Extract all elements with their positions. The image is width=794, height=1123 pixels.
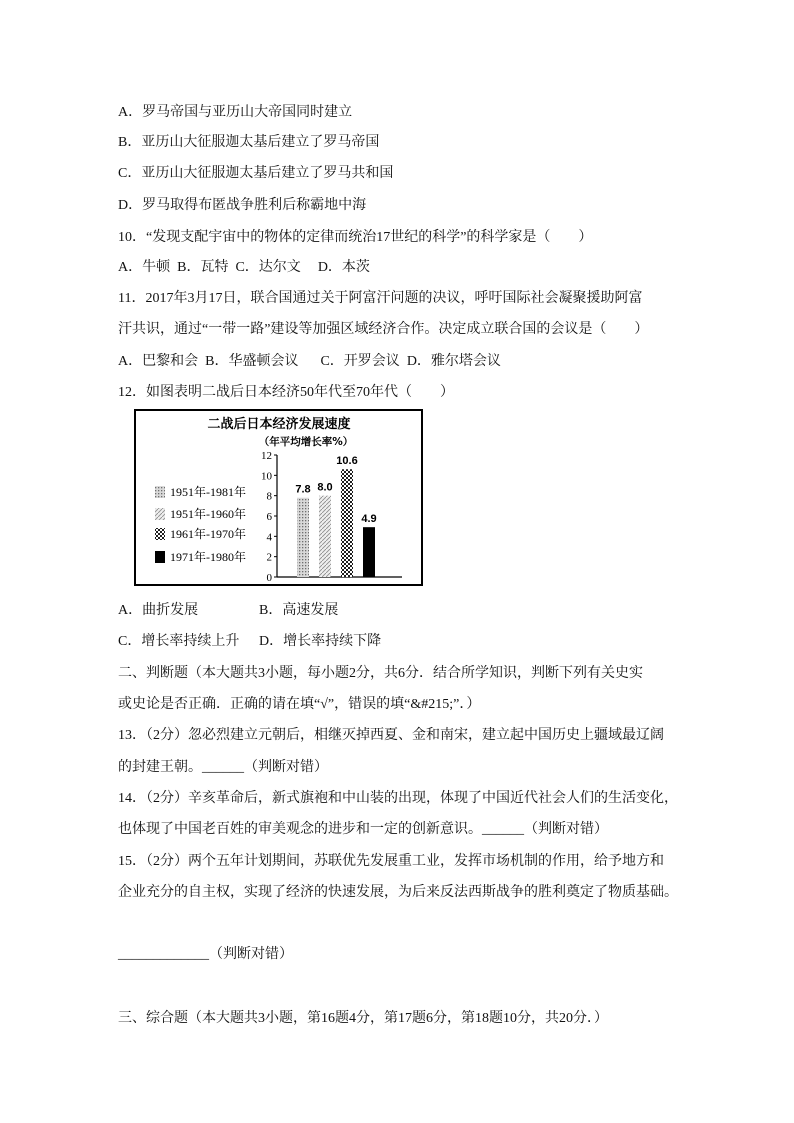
- q14-answer-blank: ______: [482, 822, 524, 837]
- q10-stem: 10．“发现支配宇宙中的物体的定律而统治17世纪的科学”的科学家是（ ）: [118, 230, 593, 245]
- y-tick-label: 0: [266, 572, 272, 584]
- q14-stem-line-2: [118, 820, 608, 840]
- q10-option-a: A．牛顿: [118, 260, 171, 275]
- section2-heading-line-1: 二、判断题（本大题共3小题，每小题2分，共6分．结合所学知识，判断下列有关史实: [118, 666, 643, 681]
- q9-option-b: B．亚历山大征服迦太基后建立了罗马帝国: [118, 135, 380, 150]
- q9-option-a: A．罗马帝国与亚历山大帝国同时建立: [118, 105, 353, 120]
- section3-heading: 三、综合题（本大题共3小题，第16题4分，第17题6分，第18题10分，共20分．）: [118, 1011, 608, 1026]
- y-tick-label: 10: [261, 470, 272, 483]
- q13-suffix: （判断对错）: [244, 760, 328, 775]
- bar-value-label-1951-1960: 8.0: [317, 481, 333, 494]
- q11-options: [118, 352, 508, 372]
- q14-stem-text: 也体现了中国老百姓的审美观念的进步和一定的创新意识。: [118, 822, 482, 837]
- gdp-growth-chart: [134, 409, 423, 586]
- legend-swatch-1: [155, 486, 165, 498]
- q12-stem: 12．如图表明二战后日本经济50年代至70年代（ ）: [118, 385, 454, 400]
- legend-swatch-4: [155, 551, 165, 563]
- chart-subtitle: （年平均增长率%）: [258, 436, 354, 448]
- q14-stem-line-1: 14．（2分）辛亥革命后，新式旗袍和中山装的出现，体现了中国近代社会人们的生活变化，: [118, 791, 678, 806]
- q15-answer-line: [118, 945, 293, 965]
- q11-stem-line-1: 11．2017年3月17日，联合国通过关于阿富汗问题的决议，呼吁国际社会凝聚援助阿富: [118, 291, 643, 306]
- legend-label-4: 1971年-1980年: [170, 550, 246, 564]
- y-tick-label: 2: [266, 551, 272, 564]
- y-tick-label: 6: [266, 511, 272, 523]
- q13-stem-line-2: [118, 758, 328, 778]
- q11-option-b: B．华盛顿会议: [205, 354, 299, 369]
- legend-swatch-2: [155, 508, 165, 520]
- q13-answer-blank: ______: [202, 760, 244, 775]
- bar-1951-1981: [297, 498, 309, 577]
- q10-option-d: D．本茨: [317, 260, 370, 275]
- q13-stem-line-1: 13．（2分）忽必烈建立元朝后，相继灭掉西夏、金和南宋，建立起中国历史上疆域最辽阔: [118, 728, 664, 743]
- section2-heading-line-2: 或史论是否正确．正确的请在填“√”，错误的填“&#215;”．）: [118, 697, 481, 712]
- q15-stem-line-2: 企业充分的自主权，实现了经济的快速发展，为后来反法西斯战争的胜利奠定了物质基础。: [118, 885, 678, 900]
- q9-option-d: D．罗马取得布匿战争胜利后称霸地中海: [118, 198, 367, 213]
- bar-1971-1980: [363, 527, 375, 577]
- q11-option-c: C．开罗会议: [320, 354, 400, 369]
- q11-stem-line-2: 汗共识，通过“一带一路”建设等加强区域经济合作。决定成立联合国的会议是（ ）: [118, 322, 649, 337]
- q10-options: [118, 258, 377, 278]
- q15-answer-blank: _____________: [118, 947, 209, 962]
- q12-option-d: D．增长率持续下降: [259, 634, 382, 649]
- q12-option-b: B．高速发展: [259, 603, 339, 618]
- q9-option-c: C．亚历山大征服迦太基后建立了罗马共和国: [118, 166, 394, 181]
- y-tick-label: 12: [261, 450, 272, 462]
- q10-option-c: C．达尔文: [235, 260, 301, 275]
- bar-1961-1970: [341, 469, 353, 577]
- q11-option-d: D．雅尔塔会议: [406, 354, 501, 369]
- q15-suffix: （判断对错）: [209, 947, 293, 962]
- legend-label-3: 1961年-1970年: [170, 527, 246, 541]
- q10-option-b: B．瓦特: [177, 260, 229, 275]
- bar-value-label-1971-1980: 4.9: [361, 513, 377, 526]
- y-tick-label: 8: [266, 490, 272, 503]
- q12-option-c: C．增长率持续上升: [118, 634, 240, 649]
- bar-1951-1960: [319, 496, 331, 577]
- bar-value-label-1951-1981: 7.8: [295, 483, 311, 496]
- y-tick-label: 4: [266, 531, 272, 544]
- chart-title: 二战后日本经济发展速度: [207, 417, 351, 432]
- legend-swatch-3: [155, 528, 165, 540]
- legend-label-2: 1951年-1960年: [170, 507, 246, 521]
- bar-value-label-1961-1970: 10.6: [336, 455, 358, 468]
- q12-option-a: A．曲折发展: [118, 603, 199, 618]
- legend-label-1: 1951年-1981年: [170, 485, 246, 499]
- q15-stem-line-1: 15．（2分）两个五年计划期间，苏联优先发展重工业，发挥市场机制的作用，给予地方和: [118, 854, 664, 869]
- q14-suffix: （判断对错）: [524, 822, 608, 837]
- q11-option-a: A．巴黎和会: [118, 354, 199, 369]
- q13-stem-text: 的封建王朝。: [118, 760, 202, 775]
